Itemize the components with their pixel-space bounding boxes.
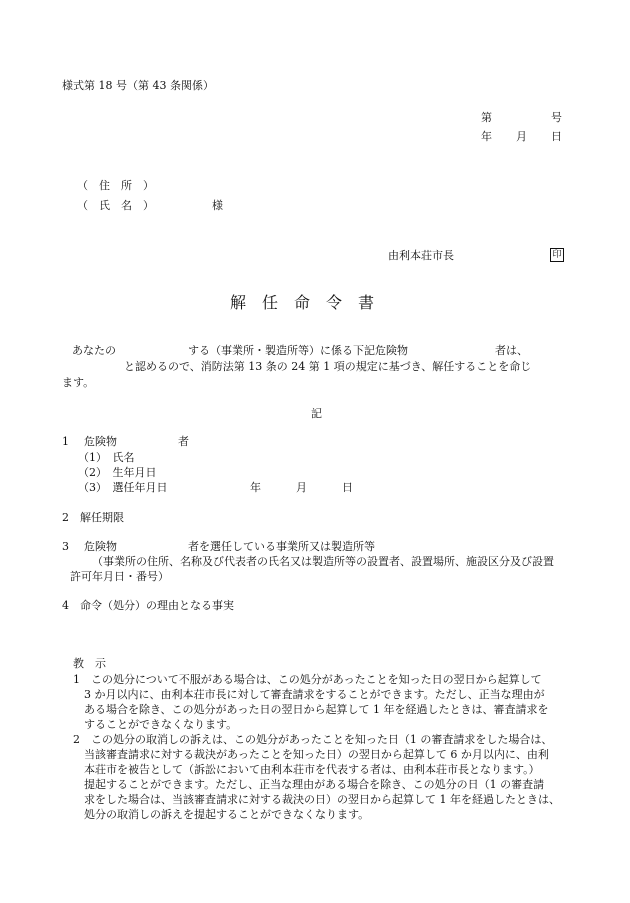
- address-label: （ 住 所 ）: [77, 179, 154, 192]
- kyoji-p2-line2: 当該審査請求に対する裁決があったことを知った日）の翌日から起算して 6 か月以内に、由利: [84, 748, 549, 761]
- kyoji-p2-line6: 処分の取消しの訴えを提起することができなくなります。: [84, 808, 370, 821]
- date-nen: 年: [481, 130, 492, 143]
- form-number-label: 様式第 18 号（第 43 条関係）: [62, 79, 214, 92]
- body-line1-b: する（事業所・製造所等）に係る下記危険物: [188, 344, 408, 357]
- body-line2: と認めるので、消防法第 13 条の 24 第 1 項の規定に基づき、解任することを命じ: [124, 360, 532, 373]
- issuer-name: 由利本荘市長: [388, 249, 454, 262]
- kyoji-p1-line4: することができなくなります。: [84, 718, 238, 731]
- item1-sub3-hi: 日: [342, 481, 353, 494]
- title-char-3: 命: [294, 293, 311, 312]
- sama-label: 様: [212, 199, 223, 212]
- body-line1-a: あなたの: [72, 344, 116, 357]
- seal-mark: 印: [550, 248, 564, 262]
- item1-suffix: 者: [178, 435, 189, 448]
- item2: 2 解任期限: [62, 511, 124, 524]
- title-char-5: 書: [358, 293, 375, 312]
- item3-number: 3: [62, 540, 69, 553]
- item1-sub3: （3） 選任年月日: [78, 481, 168, 494]
- kyoji-title: 教 示: [73, 657, 106, 670]
- item3-note-line2: 許可年月日・番号）: [70, 570, 169, 583]
- kyoji-p2-line3: 本荘市を被告として（訴訟において由利本荘市を代表する者は、由利本荘市長となります。）: [84, 763, 540, 776]
- item1-label: 危険物: [84, 435, 117, 448]
- item3-note-line1: （事業所の住所、名称及び代表者の氏名又は製造所等の設置者、設置場所、施設区分及び設置: [92, 555, 554, 568]
- item1-sub2: （2） 生年月日: [78, 466, 157, 479]
- item1-sub3-tsuki: 月: [296, 481, 307, 494]
- item1-number: 1: [62, 435, 69, 448]
- kyoji-p2-line5: 求をした場合は、当該審査請求に対する裁決の日）の翌日から起算して 1 年を経過したときは、: [84, 793, 560, 806]
- title-char-2: 任: [262, 293, 279, 312]
- doc-number-dai: 第: [481, 111, 492, 124]
- item3-suffix: 者を選任している事業所又は製造所等: [188, 540, 375, 553]
- item4: 4 命令（処分）の理由となる事実: [62, 599, 234, 612]
- kyoji-p2-line4: 提起することができます。ただし、正当な理由がある場合を除き、この処分の日（1 の審査請: [84, 778, 545, 791]
- body-line1-c: 者は、: [495, 344, 528, 357]
- doc-number-go: 号: [551, 111, 562, 124]
- title-char-4: 令: [326, 293, 343, 312]
- item3-label: 危険物: [84, 540, 117, 553]
- kyoji-p1-line3: ある場合を除き、この処分があった日の翌日から起算して 1 年を経過したときは、審査請求を: [84, 703, 549, 716]
- item1-sub1: （1） 氏名: [78, 451, 135, 464]
- date-hi: 日: [551, 130, 562, 143]
- body-line3: ます。: [62, 376, 95, 389]
- title-char-1: 解: [230, 293, 247, 312]
- item1-sub3-nen: 年: [250, 481, 261, 494]
- kyoji-p2-line1: 2 この処分の取消しの訴えは、この処分があったことを知った日（1 の審査請求をした場合は、: [73, 733, 553, 746]
- kyoji-p1-line1: 1 この処分について不服がある場合は、この処分があったことを知った日の翌日から起算して: [73, 673, 542, 686]
- kyoji-p1-line2: 3 か月以内に、由利本荘市長に対して審査請求をすることができます。ただし、正当な理由が: [84, 688, 545, 701]
- name-label: （ 氏 名 ）: [77, 199, 154, 212]
- ki-label: 記: [311, 407, 322, 420]
- date-tsuki: 月: [516, 130, 527, 143]
